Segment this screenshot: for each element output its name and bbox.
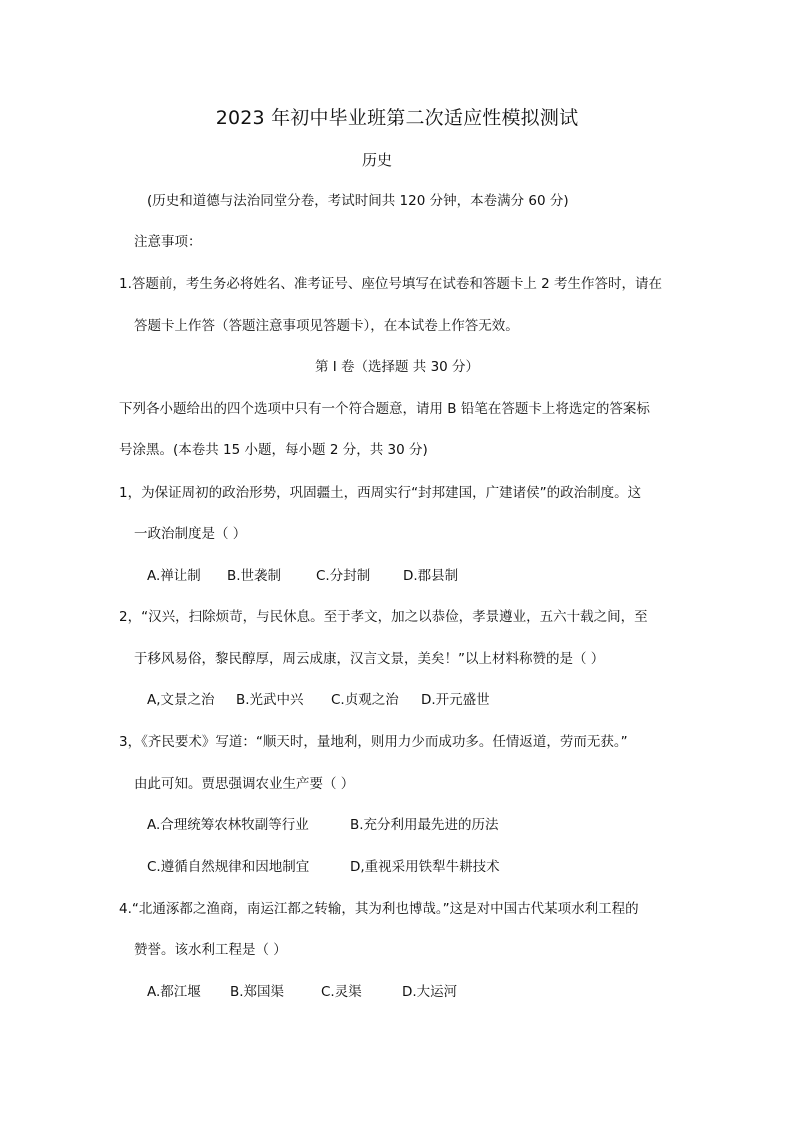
notice-item-1-line-2: 答题卡上作答（答题注意事项见答题卡），在本试卷上作答无效。	[134, 318, 519, 334]
section-heading: 第 I 卷（选择题 共 30 分）	[314, 359, 480, 375]
question-4-option-a: A.都江堰	[147, 984, 201, 1000]
question-2-options	[147, 691, 490, 709]
question-1-option-a: A.禅让制	[147, 568, 201, 584]
question-4-option-d: D.大运河	[402, 984, 458, 1000]
question-3-option-d: D,重视采用铁犁牛耕技术	[350, 859, 500, 875]
question-4-line-1: 4.“北通涿都之渔商，南运江都之转输，其为利也博哉。”这是对中国古代某项水利工程的	[119, 901, 639, 917]
question-1-line-1: 1，为保证周初的政治形势，巩固疆土，西周实行“封邦建国，广建诸侯”的政治制度。这	[119, 485, 642, 501]
question-4-line-2: 赞誉。该水利工程是（ ）	[134, 942, 287, 958]
subject-title: 历史	[361, 151, 392, 169]
question-1-option-c: C.分封制	[316, 568, 371, 584]
question-2-option-c: C.贞观之治	[331, 692, 399, 708]
question-1-options	[147, 567, 458, 585]
section-instruction-line-2: 号涂黑。(本卷共 15 小题，每小题 2 分，共 30 分)	[119, 442, 428, 458]
question-3-option-c: C.遵循自然规律和因地制宜	[147, 859, 310, 875]
question-3-line-2: 由此可知。贾思强调农业生产要（ ）	[134, 776, 355, 792]
question-1-line-2: 一政治制度是（ ）	[134, 526, 247, 542]
question-3-option-b: B.充分利用最先进的历法	[350, 817, 499, 833]
question-2-line-2: 于移风易俗，黎民醇厚，周云成康，汉言文景，美矣！”以上材料称赞的是（ ）	[134, 651, 605, 667]
question-3-line-1: 3，《齐民要术》写道：“顺天时，量地利，则用力少而成功多。任情返道，劳而无获。”	[119, 734, 628, 750]
question-4-option-c: C.灵渠	[321, 984, 362, 1000]
question-3-options-row-2	[147, 858, 500, 876]
notice-heading: 注意事项：	[134, 234, 202, 250]
question-2-option-a: A,文景之治	[147, 692, 215, 708]
question-4-options	[147, 983, 457, 1001]
exam-title: 2023 年初中毕业班第二次适应性模拟测试	[215, 107, 579, 129]
exam-note: (历史和道德与法治同堂分卷，考试时间共 120 分钟，本卷满分 60 分)	[147, 193, 569, 209]
question-1-option-d: D.郡县制	[403, 568, 459, 584]
question-3-options-row-1	[147, 816, 499, 834]
question-2-line-1: 2，“汉兴，扫除烦苛，与民休息。至于孝文，加之以恭俭，孝景遵业，五六十载之间，至	[119, 609, 648, 625]
section-instruction-line-1: 下列各小题给出的四个选项中只有一个符合题意，请用 B 铅笔在答题卡上将选定的答案标	[119, 401, 650, 417]
question-1-option-b: B.世袭制	[227, 568, 282, 584]
question-4-option-b: B.郑国渠	[230, 984, 285, 1000]
question-2-option-b: B.光武中兴	[236, 692, 304, 708]
question-2-option-d: D.开元盛世	[421, 692, 490, 708]
notice-item-1-line-1: 1.答题前，考生务必将姓名、准考证号、座位号填写在试卷和答题卡上 2 考生作答时，请在	[119, 276, 663, 292]
question-3-option-a: A.合理统筹农林牧副等行业	[147, 817, 309, 833]
